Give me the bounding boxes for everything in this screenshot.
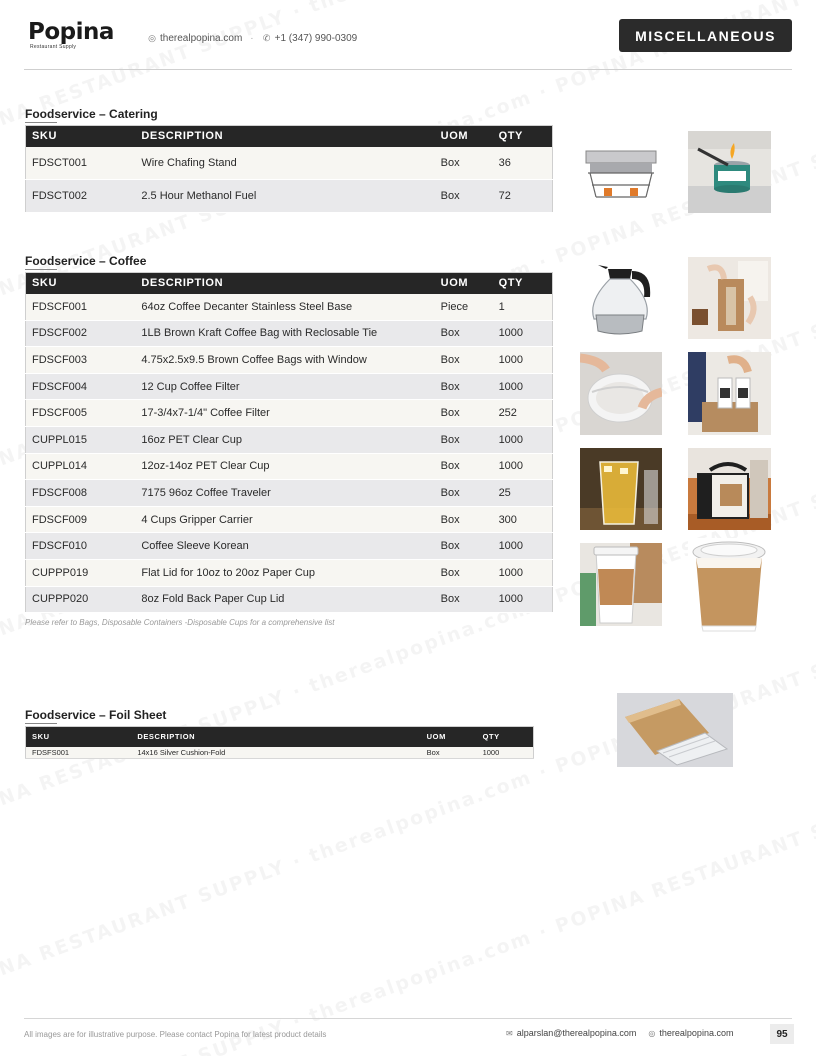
table-row: [26, 506, 553, 533]
methanol-fuel-image: [688, 131, 771, 213]
section-title: Foodservice – Catering: [25, 107, 158, 121]
cell-description: 14x16 Silver Cushion-Fold: [131, 747, 420, 759]
coffee-table: [25, 272, 553, 613]
cell-description: Wire Chafing Stand: [135, 147, 434, 180]
cell-qty: 25: [493, 480, 553, 507]
table-row: [26, 400, 553, 427]
cell-qty: 72: [493, 180, 553, 213]
col-qty: QTY: [477, 727, 534, 747]
cell-description: 8oz Fold Back Paper Cup Lid: [135, 586, 434, 613]
coffee-note: Please refer to Bags, Disposable Containers -Disposable Cups for a comprehensive list: [25, 618, 335, 628]
table-header-row: [26, 273, 553, 294]
col-uom: UOM: [435, 273, 493, 294]
cell-sku: FDSCF001: [26, 294, 136, 321]
cell-sku: FDSCF004: [26, 373, 136, 400]
foil-table: [25, 726, 534, 759]
section-underline: [25, 122, 57, 123]
cell-qty: 1000: [493, 373, 553, 400]
cell-description: 17-3/4x7-1/4" Coffee Filter: [135, 400, 434, 427]
globe-icon: ◎: [148, 33, 156, 43]
cell-uom: Box: [435, 400, 493, 427]
cell-description: 12oz-14oz PET Clear Cup: [135, 453, 434, 480]
foil-sheet-image: [617, 693, 733, 767]
table-row: [26, 373, 553, 400]
kraft-coffee-bag-image: [688, 257, 771, 339]
cell-description: 64oz Coffee Decanter Stainless Steel Base: [135, 294, 434, 321]
header-phone-link[interactable]: +1 (347) 990-0309: [274, 33, 358, 44]
cell-sku: FDSCT002: [26, 180, 136, 213]
table-header-row: [26, 126, 553, 147]
page-number: 95: [770, 1024, 794, 1044]
table-row: [26, 480, 553, 507]
footer-contacts: [506, 1028, 733, 1038]
cell-uom: Box: [435, 506, 493, 533]
cell-description: 12 Cup Coffee Filter: [135, 373, 434, 400]
col-sku: SKU: [26, 273, 136, 294]
cell-uom: Box: [435, 180, 493, 213]
cell-sku: CUPPL014: [26, 453, 136, 480]
cell-description: 2.5 Hour Methanol Fuel: [135, 180, 434, 213]
cell-uom: Box: [435, 426, 493, 453]
table-row: [26, 453, 553, 480]
catering-section: [25, 106, 553, 213]
col-description: DESCRIPTION: [135, 273, 434, 294]
cell-description: Coffee Sleeve Korean: [135, 533, 434, 560]
cell-description: 4.75x2.5x9.5 Brown Coffee Bags with Window: [135, 347, 434, 374]
footer-website-link[interactable]: therealpopina.com: [659, 1028, 734, 1038]
table-row: [26, 559, 553, 586]
cell-sku: FDSCF010: [26, 533, 136, 560]
cell-uom: Piece: [435, 294, 493, 321]
section-title: Foodservice – Coffee: [25, 254, 147, 268]
table-row: [26, 426, 553, 453]
cell-sku: CUPPP019: [26, 559, 136, 586]
logo-wordmark: Popina: [28, 19, 114, 45]
col-sku: SKU: [26, 126, 136, 147]
cell-sku: FDSCF002: [26, 320, 136, 347]
cell-uom: Box: [435, 533, 493, 560]
cell-sku: FDSCT001: [26, 147, 136, 180]
cell-qty: 1000: [493, 559, 553, 586]
col-uom: UOM: [435, 126, 493, 147]
paper-cup-lid-image: [688, 538, 771, 633]
cell-uom: Box: [435, 320, 493, 347]
cell-uom: Box: [435, 453, 493, 480]
section-underline: [25, 269, 57, 270]
cell-qty: 1000: [493, 347, 553, 374]
cell-qty: 1000: [493, 586, 553, 613]
catering-table: [25, 125, 553, 213]
cell-sku: CUPPP020: [26, 586, 136, 613]
table-row: [26, 294, 553, 321]
coffee-decanter-image: [580, 257, 662, 339]
table-row: [26, 147, 553, 180]
phone-icon: ✆: [262, 33, 271, 43]
footer-email-link[interactable]: alparslan@therealpopina.com: [516, 1028, 637, 1038]
header-website-link[interactable]: therealpopina.com: [160, 33, 243, 44]
logo-subtext: Restaurant Supply: [30, 44, 77, 50]
clear-cup-image: [580, 448, 662, 530]
header-contacts: [147, 33, 357, 44]
cell-qty: 1000: [493, 453, 553, 480]
table-row: [26, 180, 553, 213]
cell-sku: FDSCF009: [26, 506, 136, 533]
coffee-sleeve-image: [580, 543, 662, 626]
col-description: DESCRIPTION: [131, 727, 420, 747]
table-row: [26, 747, 534, 759]
globe-icon: ◎: [648, 1028, 656, 1038]
col-qty: QTY: [493, 273, 553, 294]
popina-logo[interactable]: [28, 20, 114, 50]
cell-uom: Box: [435, 480, 493, 507]
cell-uom: Box: [435, 373, 493, 400]
cell-description: Flat Lid for 10oz to 20oz Paper Cup: [135, 559, 434, 586]
table-row: [26, 586, 553, 613]
page-header: [24, 18, 792, 70]
section-title: Foodservice – Foil Sheet: [25, 708, 167, 722]
cell-qty: 300: [493, 506, 553, 533]
coffee-filter-image: [580, 352, 662, 435]
coffee-section: [25, 253, 553, 627]
cell-sku: FDSCF008: [26, 480, 136, 507]
cell-uom: Box: [435, 147, 493, 180]
cell-qty: 1000: [493, 533, 553, 560]
cell-description: 1LB Brown Kraft Coffee Bag with Reclosable Tie: [135, 320, 434, 347]
table-header-row: [26, 727, 534, 747]
cell-uom: Box: [421, 747, 477, 759]
foil-section: [25, 707, 534, 759]
col-description: DESCRIPTION: [135, 126, 434, 147]
cell-qty: 1: [493, 294, 553, 321]
coffee-traveler-image: [688, 448, 771, 530]
cell-qty: 252: [493, 400, 553, 427]
cell-sku: CUPPL015: [26, 426, 136, 453]
cell-uom: Box: [435, 347, 493, 374]
cell-qty: 1000: [493, 320, 553, 347]
cell-qty: 36: [493, 147, 553, 180]
envelope-icon: ✉: [506, 1028, 513, 1038]
cell-description: 4 Cups Gripper Carrier: [135, 506, 434, 533]
col-uom: UOM: [421, 727, 477, 747]
col-qty: QTY: [493, 126, 553, 147]
cup-carrier-image: [688, 352, 771, 435]
table-row: [26, 320, 553, 347]
cell-uom: Box: [435, 559, 493, 586]
cell-sku: FDSFS001: [26, 747, 132, 759]
cell-sku: FDSCF003: [26, 347, 136, 374]
footer-rule: [24, 1018, 792, 1019]
cell-description: 7175 96oz Coffee Traveler: [135, 480, 434, 507]
footer-disclaimer: All images are for illustrative purpose. Please contact Popina for latest product details: [24, 1030, 327, 1039]
cell-description: 16oz PET Clear Cup: [135, 426, 434, 453]
table-row: [26, 533, 553, 560]
cell-sku: FDSCF005: [26, 400, 136, 427]
chafing-stand-image: [580, 131, 662, 213]
section-underline: [25, 723, 57, 724]
cell-qty: 1000: [493, 426, 553, 453]
table-row: [26, 347, 553, 374]
cell-uom: Box: [435, 586, 493, 613]
col-sku: SKU: [26, 727, 132, 747]
separator-dot: ·: [250, 33, 254, 44]
category-badge: MISCELLANEOUS: [619, 19, 792, 52]
cell-qty: 1000: [477, 747, 534, 759]
